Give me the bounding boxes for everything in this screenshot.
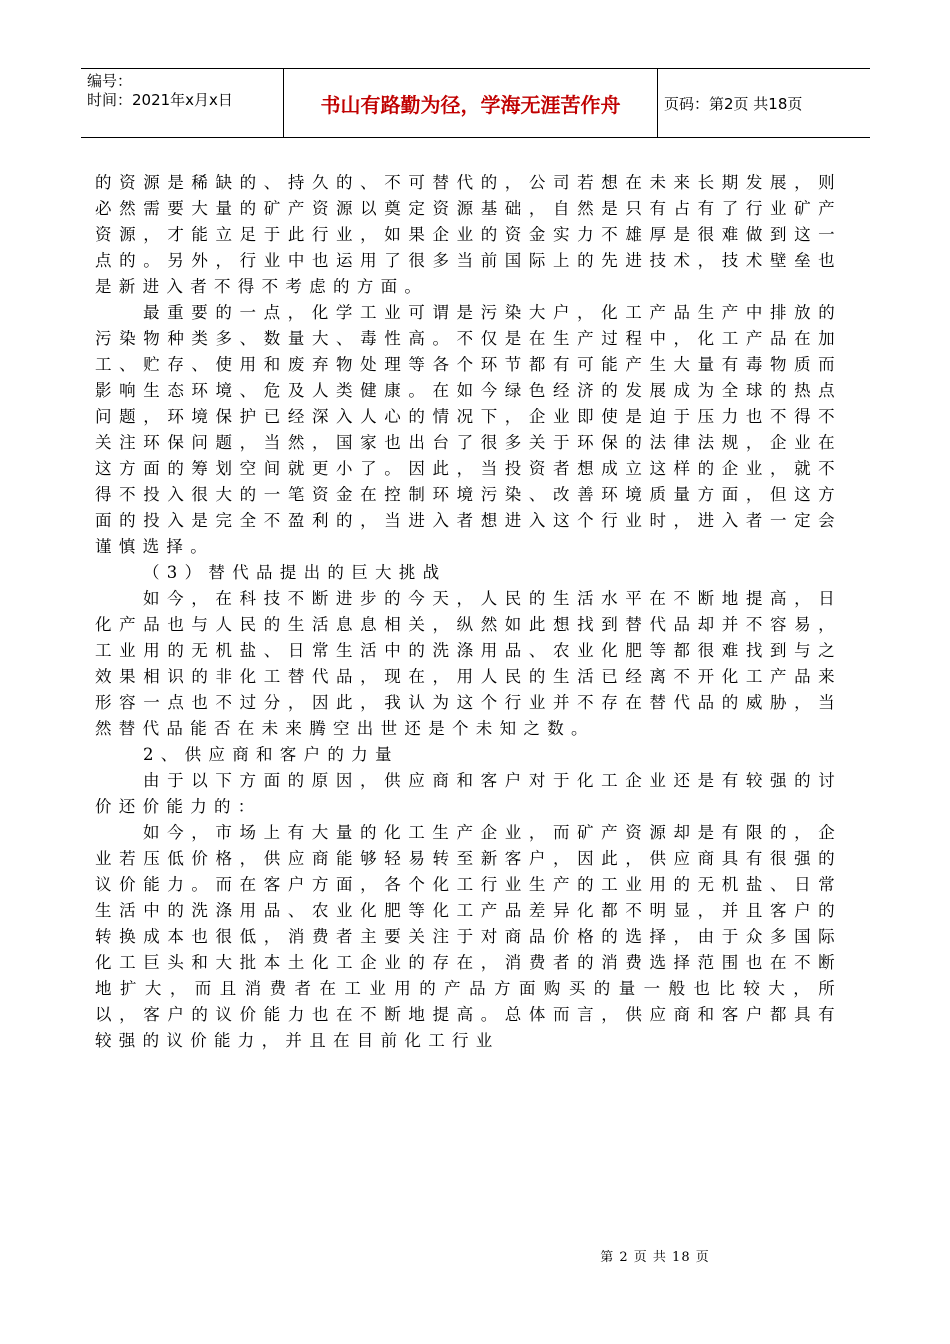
header-motto-cell [284,69,658,137]
paragraph: 由于以下方面的原因，供应商和客户对于化工企业还是有较强的讨价还价能力的： [95,771,842,816]
paragraph: 如今，在科技不断进步的今天，人民的生活水平在不断地提高，日化产品也与人民的生活息息相关，纵然如此想找到替代品却并不容易，工业用的无机盐、日常生活中的洗涤用品、农业化肥等都很难找到与之效果相识的非化工替代品，现在，用人民的生活已经离不开化工产品来形容一点也不过分，因此，我认为这个行业并不存在替代品的威胁，当然替代品能否在未来腾空出世还是个未知之数。 [95,589,842,738]
document-body [95,170,842,1054]
header-page-number: 页码：第2页 共18页 [664,94,803,113]
paragraph: 最重要的一点，化学工业可谓是污染大户，化工产品生产中排放的污染物种类多、数量大、毒性高。不仅是在生产过程中，化工产品在加工、贮存、使用和废弃物处理等各个环节都有可能产生大量有毒物质而影响生态环境、危及人类健康。在如今绿色经济的发展成为全球的热点问题，环境保护已经深入人心的情况下，企业即使是迫于压力也不得不关注环保问题，当然，国家也出台了很多关于环保的法律法规，企业在这方面的筹划空间就更小了。因此，当投资者想成立这样的企业，就不得不投入很大的一笔资金在控制环境污染、改善环境质量方面，但这方面的投入是完全不盈利的，当进入者想进入这个行业时，进入者一定会谨慎选择。 [95,303,842,556]
section-heading: 2、供应商和客户的力量 [143,745,399,764]
paragraph: 的资源是稀缺的、持久的、不可替代的，公司若想在未来长期发展，则必然需要大量的矿产资源以奠定资源基础，自然是只有占有了行业矿产资源，才能立足于此行业，如果企业的资金实力不雄厚是很难做到这一点的。另外，行业中也运用了很多当前国际上的先进技术，技术壁垒也是新进入者不得不考虑的方面。 [95,173,842,296]
section-heading: （3）替代品提出的巨大挑战 [143,563,447,582]
page-header [81,68,870,138]
header-motto: 书山有路勤为径，学海无涯苦作舟 [320,92,621,117]
footer-page-number: 第 2 页 共 18 页 [600,1250,710,1265]
header-page-cell [658,69,870,137]
page-footer [180,1246,950,1265]
paragraph: 如今，市场上有大量的化工生产企业，而矿产资源却是有限的，企业若压低价格，供应商能够轻易转至新客户，因此，供应商具有很强的议价能力。而在客户方面，各个化工行业生产的工业用的无机盐、日常生活中的洗涤用品、农业化肥等化工产品差异化都不明显，并且客户的转换成本也很低，消费者主要关注于对商品价格的选择，由于众多国际化工巨头和大批本土化工企业的存在，消费者的消费选择范围也在不断地扩大，而且消费者在工业用的产品方面购买的量一般也比较大，所以，客户的议价能力也在不断地提高。总体而言，供应商和客户都具有较强的议价能力，并且在目前化工行业 [95,823,842,1050]
header-meta [81,69,284,137]
document-date: 时间：2021年x月x日 [87,91,233,109]
document-number-label: 编号： [87,72,133,90]
